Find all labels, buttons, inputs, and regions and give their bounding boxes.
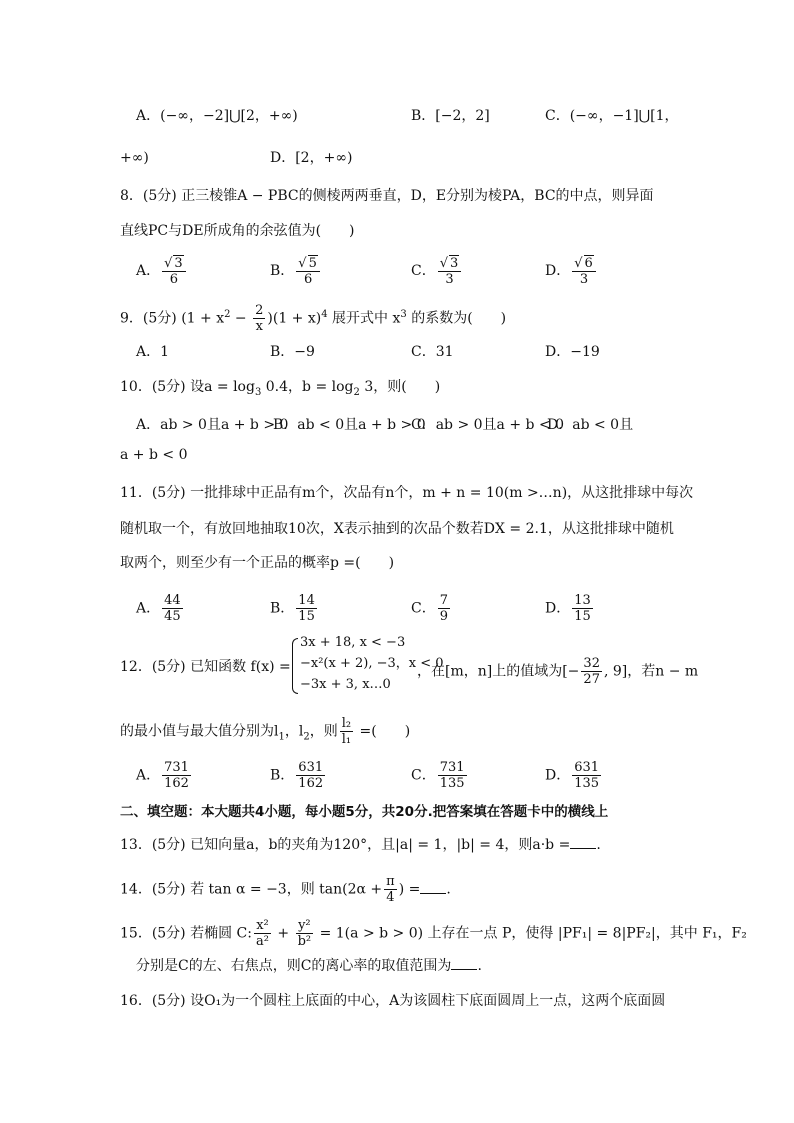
q8-option-d [545, 255, 598, 287]
q8-stem-line2: 直线PC与DE所成角的余弦值为( ) [120, 223, 355, 239]
piecewise-brace [292, 638, 298, 694]
option-label: C． [411, 263, 436, 279]
q7-option-c-cont: +∞) [120, 150, 149, 166]
q12-stem-prefix: 12．(5分) 已知函数 f(x) = [120, 659, 291, 675]
q11-option-d: D． $\frac{13}{15}$ [545, 593, 591, 624]
q15-stem-line2: 分别是C的左、右焦点，则C的离心率的取值范围为 . [136, 955, 482, 977]
q9-option-c: C．31 [411, 344, 454, 360]
q7-option-b: B．[−2，2] [411, 108, 490, 124]
q11-stem-line2: 随机取一个，有放回地抽取10次，X表示抽到的次品个数若DX = 2.1，从这批排球中随机 [120, 521, 674, 537]
fraction: $\frac{√ 3}{6}$ [162, 255, 186, 287]
q12-case2: −x²(x + 2), −3，x < 0 [300, 656, 444, 671]
q14-stem: 14．(5分) 若 tan α = −3，则 tan(2α + $\frac{\pi}{4}$ ) = . [120, 874, 451, 905]
q10-stem: 10．(5分) 设$a = \log_3 0.4$，$b = \log_2 3$，则( ) [120, 379, 441, 398]
section-heading: 二、填空题：本大题共4小题，每小题5分，共20分.把答案填在答题卡中的横线上 [120, 804, 609, 820]
fraction: $\frac{√ 5}{6}$ [296, 255, 320, 287]
q10-option-d-cont: a + b < 0 [120, 447, 188, 463]
option-label: A． [136, 263, 161, 279]
answer-blank[interactable] [570, 834, 596, 849]
fraction: $\frac{√ 3}{3}$ [438, 255, 462, 287]
q8-option-b [270, 255, 322, 287]
q12-option-d: D． $\frac{631}{135}$ [545, 760, 600, 791]
q11-option-a: A． $\frac{44}{45}$ [136, 593, 181, 624]
q12-stem-mid: ，在[m，n]上的值域为[− $\frac{32}{27}$ , 9]，若n − m [417, 656, 699, 687]
q12-option-b: B． $\frac{631}{162}$ [270, 760, 324, 791]
q11-option-b: B． $\frac{14}{15}$ [270, 593, 315, 624]
q9-option-b: B．−9 [270, 344, 315, 360]
q16-stem-line1: 16．(5分) 设O₁为一个圆柱上底面的中心，A为该圆柱下底面圆周上一点，这两个底面圆 [120, 993, 666, 1009]
fraction: $\frac{√ 6}{3}$ [572, 255, 596, 287]
q10-option-b: B．ab < 0且a + b > 0 [273, 417, 426, 433]
q10-option-c: C．ab > 0且a + b < 0 [411, 417, 565, 433]
q7-option-d: D．[2，+∞) [270, 150, 353, 166]
answer-blank[interactable] [451, 955, 477, 970]
q15-stem-line1: 15．(5分) 若椭圆 C: $\frac{\text{x²}}{\text{a²}}$ + $\frac{\text{y²}}{\text{b²}}$ = 1(a > b > 0) 上存在一点 P，使得 |PF₁| = 8|PF₂|，其中 F₁，F₂ [120, 918, 747, 949]
q12-stem-line2: 的最小值与最大值分别为$l_1$，$l_2$，则 $\frac{\text{l₂}}{\text{l₁}}$ =( ) [120, 716, 411, 747]
q11-stem-line1: 11．(5分) 一批排球中正品有m个，次品有n个，m + n = 10(m >…n)，从这批排球中每次 [120, 485, 694, 501]
q9-option-d: D．−19 [545, 344, 600, 360]
q12-option-c: C． $\frac{731}{135}$ [411, 760, 465, 791]
q8-stem-line1: 8．(5分) 正三棱锥A − PBC的侧棱两两垂直，D，E分别为棱PA，BC的中点，则异面 [120, 188, 654, 204]
answer-blank[interactable] [420, 879, 446, 894]
option-label: D． [545, 263, 571, 279]
q13-stem: 13．(5分) 已知向量a，b的夹角为120°，且|a| = 1，|b| = 4，则a·b = . [120, 834, 601, 856]
q11-option-c: C． $\frac{7}{9}$ [411, 593, 448, 624]
q7-option-a: A．(−∞，−2]⋃[2，+∞) [136, 108, 298, 124]
q9-stem: 9．(5分) ($1 + x^2$ − $\frac{2}{x}$ )$(1 + x)^4$ 展开式中 $x^3$ 的系数为( ) [120, 303, 507, 334]
q7-option-c: C．(−∞，−1]⋃[1， [545, 108, 679, 124]
q12-case1: 3x + 18, x < −3 [300, 635, 406, 650]
q10-option-a: A．ab > 0且a + b > 0 [136, 417, 289, 433]
q8-option-c [411, 255, 463, 287]
q12-case3: −3x + 3, x…0 [300, 677, 391, 692]
option-label: B． [270, 263, 295, 279]
q10-option-d: D．ab < 0且 [547, 417, 634, 433]
q12-option-a: A． $\frac{731}{162}$ [136, 760, 189, 791]
q9-option-a: A．1 [136, 344, 170, 360]
q11-stem-line3: 取两个，则至少有一个正品的概率p =( ) [120, 555, 395, 571]
q8-option-a [136, 255, 188, 287]
